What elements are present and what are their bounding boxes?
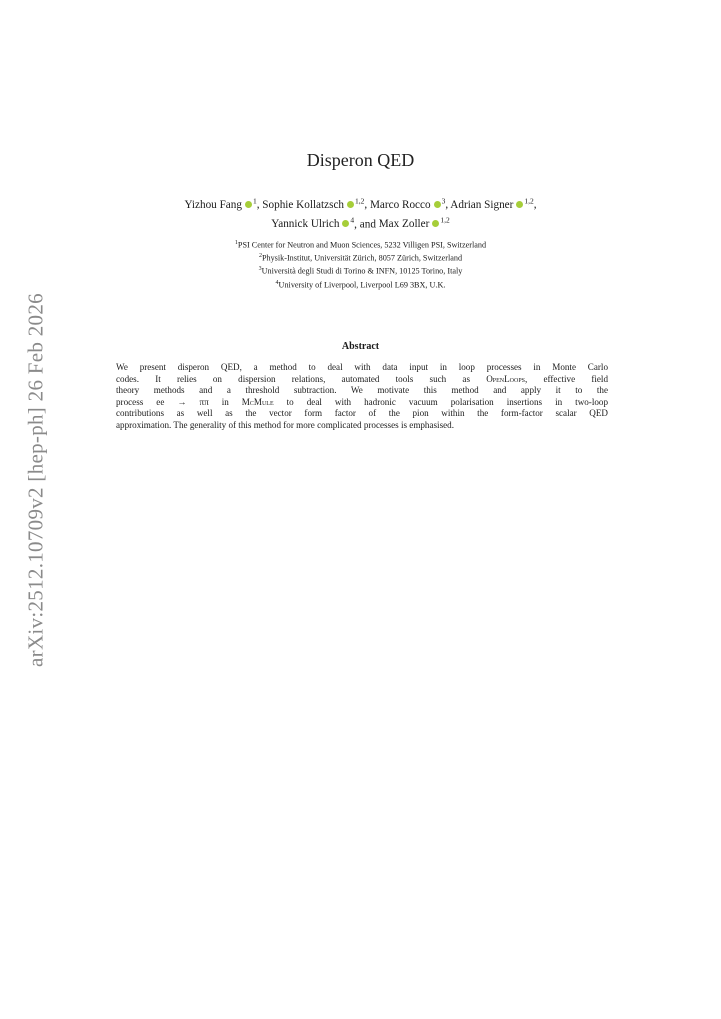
author — [378, 215, 450, 231]
author-name: Yannick Ulrich — [271, 218, 340, 231]
author-connector: and — [359, 218, 376, 231]
affiliation-number: 3 — [258, 266, 262, 273]
author-affiliation-marker: 1,2 — [355, 196, 365, 205]
paper-title: Disperon QED — [306, 150, 415, 170]
affiliation-text: Università degli Studi di Torino & INFN, 10125 Torino, Italy — [261, 267, 463, 277]
author-affiliation-marker: 1,2 — [524, 196, 534, 205]
abstract-line: approximation. The generality of this method for more complicated processes is emphasised. — [116, 419, 454, 430]
affiliation-text: Physik-Institut, Universität Zürich, 8057 Zürich, Switzerland — [261, 253, 463, 263]
abstract-heading: Abstract — [341, 341, 380, 352]
abstract-line: We present disperon QED, a method to deal with data input in loop processes in Monte Carlo — [116, 362, 608, 372]
affiliation — [0, 278, 721, 291]
affiliation-text: University of Liverpool, Liverpool L69 3BX, U.K. — [278, 280, 446, 290]
author-list: Yizhou Fang $^1$, Sophie Kollatzsch $^{1,2}$, Marco Rocco $^3$, Adrian Signer $^{1,2}$, Yannick Ulrich $^4$, and Max Zoller $^{1,2}$ — [184, 196, 537, 231]
abstract-line: codes. It relies on dispersion relations, automated tools such as OpenLoops, effective field — [116, 373, 608, 384]
affiliation-number: 1 — [234, 240, 238, 246]
orcid-icon[interactable] — [434, 201, 441, 208]
author — [262, 196, 365, 211]
author-affiliation-marker: 1,2 — [440, 215, 450, 225]
affiliation-list — [0, 238, 721, 291]
affiliation — [0, 251, 721, 264]
author-affiliation-marker: 3 — [441, 196, 446, 205]
author-affiliation-marker: 1 — [252, 196, 257, 205]
orcid-icon[interactable] — [342, 220, 349, 227]
affiliation — [0, 264, 721, 277]
author — [184, 196, 257, 211]
abstract-line: contributions as well as the vector form factor of the pion within the form-factor scalar QED — [116, 408, 608, 418]
affiliation-number: 2 — [258, 253, 262, 260]
arxiv-identifier: arXiv:2512.10709v2 [hep-ph] 26 Feb 2026 — [23, 293, 48, 667]
orcid-icon[interactable] — [347, 201, 354, 208]
author-name: Adrian Signer — [450, 198, 514, 211]
abstract-line: theory methods and a threshold subtraction. We motivate this method and apply it to the — [116, 385, 608, 395]
orcid-icon[interactable] — [516, 201, 523, 208]
author — [450, 196, 534, 211]
author-name: Yizhou Fang — [184, 198, 242, 211]
orcid-icon[interactable] — [432, 220, 439, 227]
author-name: Marco Rocco — [369, 198, 431, 211]
author-name: Sophie Kollatzsch — [262, 198, 345, 211]
affiliation-number: 4 — [275, 279, 279, 286]
author — [271, 215, 355, 231]
author — [369, 196, 446, 211]
author-affiliation-marker: 4 — [350, 215, 355, 225]
affiliation — [0, 238, 721, 251]
orcid-icon[interactable] — [245, 201, 252, 208]
affiliation-text: PSI Center for Neutron and Muon Sciences, 5232 Villigen PSI, Switzerland — [237, 240, 487, 250]
abstract-body — [116, 362, 608, 431]
author-name: Max Zoller — [378, 218, 430, 231]
abstract-line: process ee → ππ in McMule to deal with hadronic vacuum polarisation insertions in two-loop — [116, 396, 609, 407]
